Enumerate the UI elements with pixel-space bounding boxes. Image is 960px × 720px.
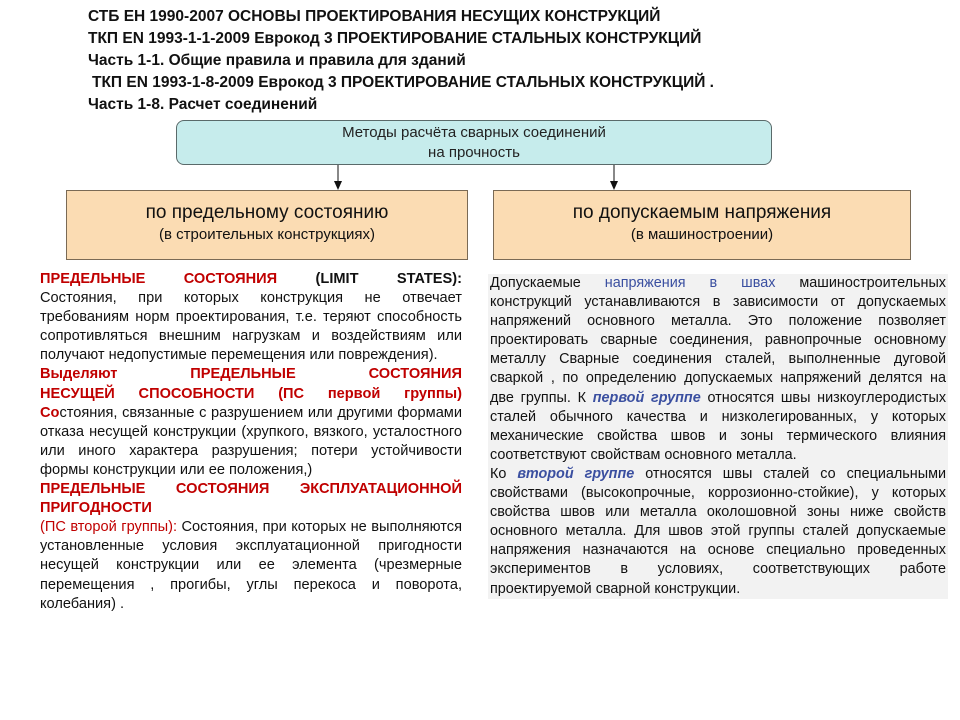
header-line-1: СТБ ЕН 1990-2007 ОСНОВЫ ПРОЕКТИРОВАНИЯ НЕСУЩИХ КОНСТРУКЦИЙ (88, 8, 661, 25)
allowable-stress-text (488, 274, 948, 599)
group2-title: ПРЕДЕЛЬНЫЕ СОСТОЯНИЯ ЭКСПЛУАТАЦИОННОЙ ПРИГОДНОСТИ (40, 481, 462, 517)
group2-heading (40, 480, 462, 518)
allowable-p2-start: Ко (490, 465, 507, 482)
allowable-paragraph-2 (490, 465, 946, 599)
group2-definition (40, 518, 462, 613)
allowable-p1-rest: машиностроительных конструкций устанавливаются в зависимости от допускаемых напряжений основного металла. Это положение позволяет проектировать сварные соединения, равнопрочные основному металлу Сварные соединения сталей, выполненные дуговой сваркой , по определению допускаемых напряжений делятся на две группы. К (490, 275, 946, 406)
header-line-3: Часть 1-1. Общие правила и правила для зданий (88, 52, 466, 69)
first-group-label: первой группе (592, 389, 701, 406)
methods-box-line-2: на прочность (428, 144, 520, 161)
allowable-stress-method-box (493, 190, 911, 260)
allowable-paragraph-1 (490, 274, 946, 465)
diagram-connectors (0, 0, 960, 200)
allowable-p2-end: относятся швы сталей со специальными свойствами (высокопрочные, коррозионно-стойкие), у которых свойства швов или металла околошовной зоны ниже свойств основного металла. Для швов этой группы сталей допускаемые напряжения назначаются на основе специально проведенных экспериментов в условиях, соответствующих работе проектируемой сварной конструкции. (490, 465, 946, 597)
group1-definition-first: Со (40, 404, 60, 421)
limit-states-definition: Состояния, при которых конструкция не отвечает требованиям норм проектирования, т.е. теряют способность сопротивляться внешним нагрузкам и воздействиям или получают недопустимые перемещения или повреждения). (40, 290, 462, 364)
group1-definition-rest: стояния, связанные с разрушением или другими формами отказа несущей конструкции (хрупкого, вязкого, усталостного или иного характера разрушения; потери устойчивости формы конструкции или ее положения,) (40, 404, 462, 478)
limit-state-method-subtitle: (в строительных конструкциях) (159, 226, 375, 243)
limit-states-heading (40, 270, 462, 289)
group2-label: (ПС второй группы): (40, 519, 178, 536)
left-arrow-icon (334, 181, 342, 190)
group2-definition-text: Состояния, при которых не выполняются установленные условия эксплуатационной пригодности несущей конструкции или ее элемента (чрезмерные перемещения , прогибы, углы перекоса и поворота, колебания) . (40, 519, 463, 612)
select-line (40, 365, 462, 384)
group1-label: (ПС первой группы) (278, 385, 462, 402)
group1-definition (40, 404, 462, 480)
limit-state-method-title: по предельному состоянию (145, 202, 389, 223)
header-line-5: Часть 1-8. Расчет соединений (88, 96, 318, 113)
allowable-p1-highlight: напряжения в швах (604, 275, 776, 291)
right-arrow-icon (610, 181, 618, 190)
select-prefix: Выделяют ПРЕДЕЛЬНЫЕ СОСТОЯНИЯ (40, 366, 462, 383)
limit-states-title-en: (LIMIT STATES): (315, 271, 462, 287)
allowable-stress-method-title: по допускаемым напряжения (572, 202, 832, 223)
second-group-label: второй группе (517, 465, 635, 482)
allowable-p1-start: Допускаемые (490, 275, 581, 291)
limit-states-title: ПРЕДЕЛЬНЫЕ СОСТОЯНИЯ (40, 271, 278, 287)
group1-heading (40, 385, 462, 404)
header-line-4: ТКП EN 1993-1-8-2009 Еврокод 3 ПРОЕКТИРОВАНИЕ СТАЛЬНЫХ КОНСТРУКЦИЙ . (92, 74, 714, 91)
limit-state-method-box (66, 190, 468, 260)
header-line-2: ТКП EN 1993-1-1-2009 Еврокод 3 ПРОЕКТИРОВАНИЕ СТАЛЬНЫХ КОНСТРУКЦИЙ (88, 30, 702, 47)
allowable-p1-end: относятся швы низкоуглеродистых сталей обычного качества и низколегированных, у которых механические свойства швов и зоны термического влияния соответствуют свойствам основного металла. (490, 389, 947, 463)
methods-box-line-1: Методы расчёта сварных соединений (342, 124, 606, 141)
allowable-stress-method-subtitle: (в машиностроении) (630, 226, 774, 243)
limit-states-text (40, 270, 462, 614)
group1-title: НЕСУЩЕЙ СПОСОБНОСТИ (40, 385, 255, 402)
